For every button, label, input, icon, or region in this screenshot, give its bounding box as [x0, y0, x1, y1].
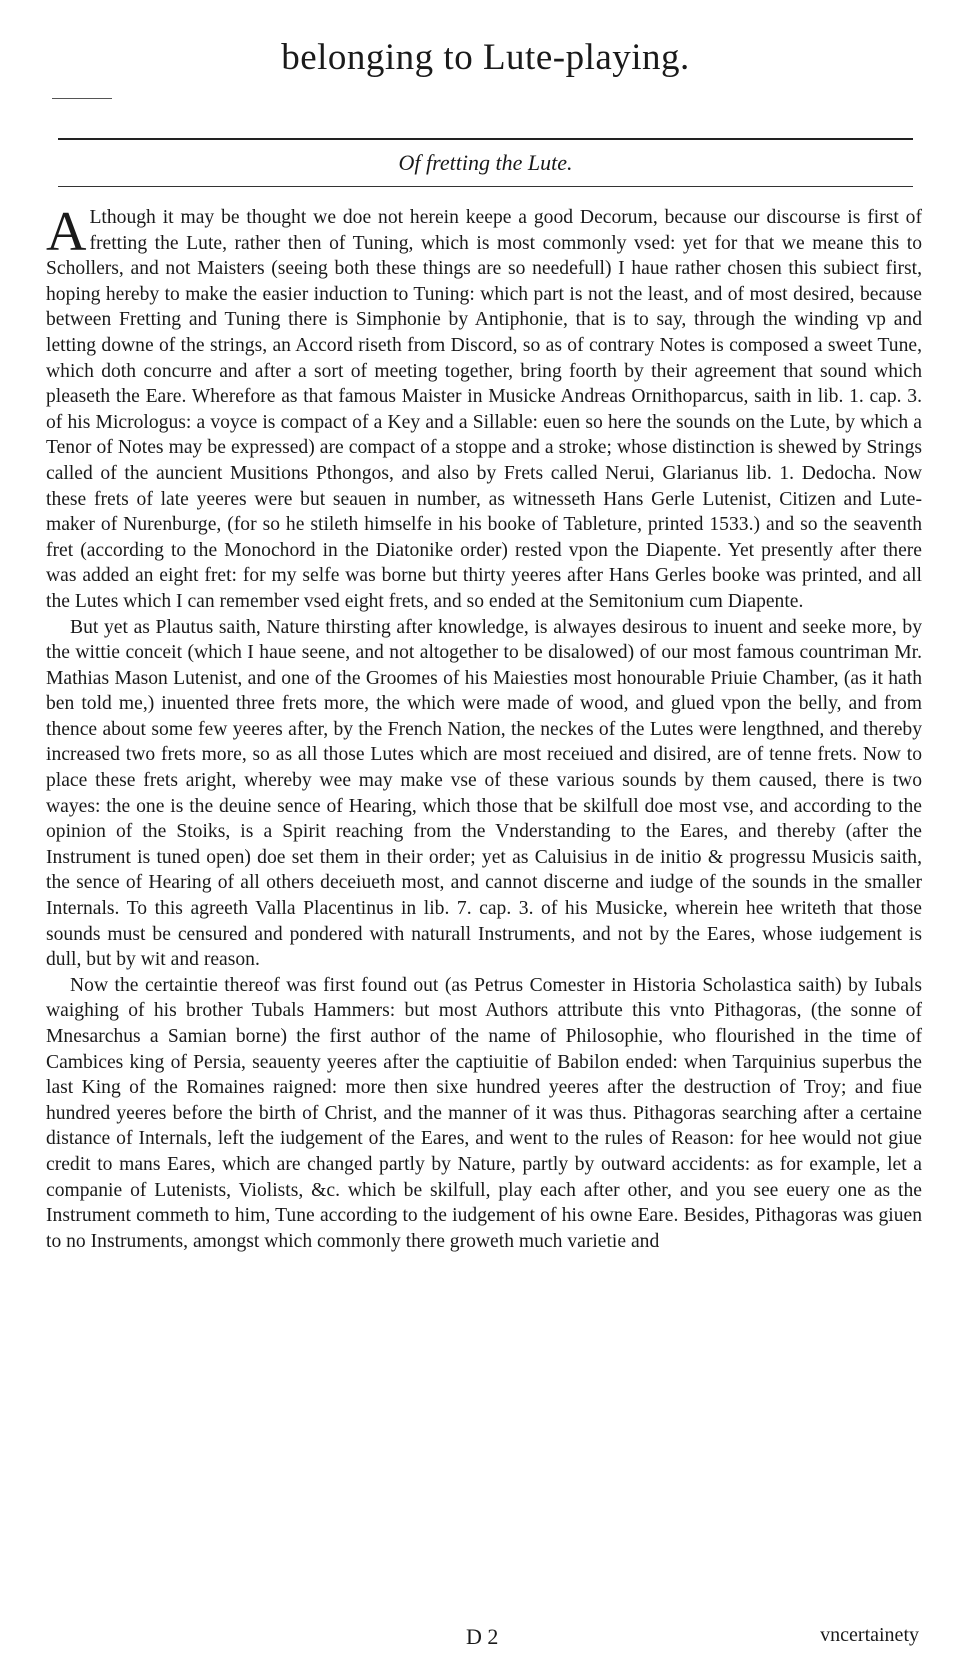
- paragraph-1-text: Lthough it may be thought we doe not herein keepe a good Decorum, because our discourse is first of fretting the Lute, rather then of Tuning, which is most commonly vsed: yet for that we meane this to Schollers, and not Maisters (seeing both these things are so needefull) I haue rather chosen this subiect first, hoping hereby to make the easier induction to Tuning: which part is not the least, and of most desired, because between Fretting and Tuning there is Simphonie by Antiphonie, that is to say, through the winding vp and letting downe of the strings, an Accord riseth from Discord, so as of contrary Notes is composed a sweet Tune, which doth concurre and after a sort of meeting together, bring foorth by their agreement that sound which pleaseth the Eare. Wherefore as that famous Maister in Musicke Andreas Ornithoparcus, saith in lib. 1. cap. 3. of his Micrologus: a voyce is compact of a Key and a Sillable: euen so here the sounds on the Lute, by which a Tenor of Notes may be expressed) are compact of a stoppe and a stroke; whose distinction is shewed by Strings called of the auncient Musitions Pthongos, and also by Frets called Nerui, Glarianus lib. 1. Dedocha. Now these frets of late yeeres were but seauen in number, as witnesseth Hans Gerle Lutenist, Citizen and Lute-maker of Nurenburge, (for so he stileth himselfe in his booke of Tableture, printed 1533.) and so the seaventh fret (according to the Monochord in the Diatonike order) rested vpon the Diapente. Yet presently after there was added an eight fret: for my selfe was borne but thirty yeeres after Hans Gerles booke was printed, and all the Lutes which I can remember vsed eight frets, and so ended at the Semitonium cum Diapente.: [46, 207, 922, 612]
- catchword: vncertainety: [820, 1624, 919, 1646]
- section-rule-bottom: [58, 186, 913, 187]
- drop-cap: A: [46, 201, 87, 263]
- paragraph-2: But yet as Plautus saith, Nature thirsting after knowledge, is alwayes desirous to inuent and seeke more, by the wittie conceit (which I haue seene, and not altogether to be disalowed) of our most famous countriman Mr. Mathias Mason Lutenist, and one of the Groomes of his Maiesties most honourable Priuie Chamber, (as it hath ben told me,) inuented three frets more, the which were made of wood, and glued vpon the belly, and from thence about some few yeeres after, by the French Nation, the neckes of the Lutes were lengthned, and thereby increased two frets more, so as all those Lutes which are most receiued and disired, are of tenne frets. Now to place these frets aright, whereby wee may make vse of these various sounds by them caused, there is two wayes: the one is the deuine sence of Hearing, which those that be skilfull doe most vse, and according to the opinion of the Stoiks, is a Spirit reaching from the Vnderstanding to the Eares, and thereby (after the Instrument is tuned open) doe set them in their order; yet as Caluisius in de initio & progressu Musicis saith, the sence of Hearing of all others deceiueth most, and cannot discerne and iudge of the sounds in the smaller Internals. To this agreeth Valla Placentinus in lib. 7. cap. 3. of his Musicke, wherein hee writeth that those sounds must be censured and pondered with naturall Instruments, and not by the Eares, whose iudgement is dull, but by wit and reason.: [46, 616, 922, 971]
- section-title: Of fretting the Lute.: [398, 150, 573, 175]
- signature-mark: D 2: [466, 1624, 499, 1649]
- paragraph-3: Now the certaintie thereof was first found out (as Petrus Comester in Historia Scholastica saith) by Iubals waighing of his brother Tubals Hammers: but most Authors attribute this vnto Pithagoras, (the sonne of Mnesarchus a Samian borne) the first author of the name of Philosophie, who flourished in the time of Cambices king of Persia, seauenty yeeres after the captiuitie of Babilon ended: when Tarquinius superbus the last King of the Romaines raigned: more then sixe hundred yeeres after the destruction of Troy; and fiue hundred yeeres before the birth of Christ, and the manner of it was thus. Pithagoras searching after a certaine distance of Internals, left the iudgement of the Eares, and went to the rules of Reason: for hee would not giue credit to mans Eares, which are changed partly by Nature, partly by outward accidents: as for example, let a companie of Lutenists, Violists, &c. which be skilfull, play each after other, and you see euery one as the Instrument commeth to him, Tune according to the iudgement of his owne Eare. Besides, Pithagoras was giuen to no Instruments, amongst which commonly there groweth much varietie and: [46, 974, 922, 1252]
- body-text: [46, 201, 922, 1254]
- running-head: belonging to Lute-playing.: [281, 37, 690, 78]
- paragraph-1: [46, 201, 922, 615]
- header-dash-rule: [52, 98, 112, 99]
- section-rule-top: [58, 138, 913, 140]
